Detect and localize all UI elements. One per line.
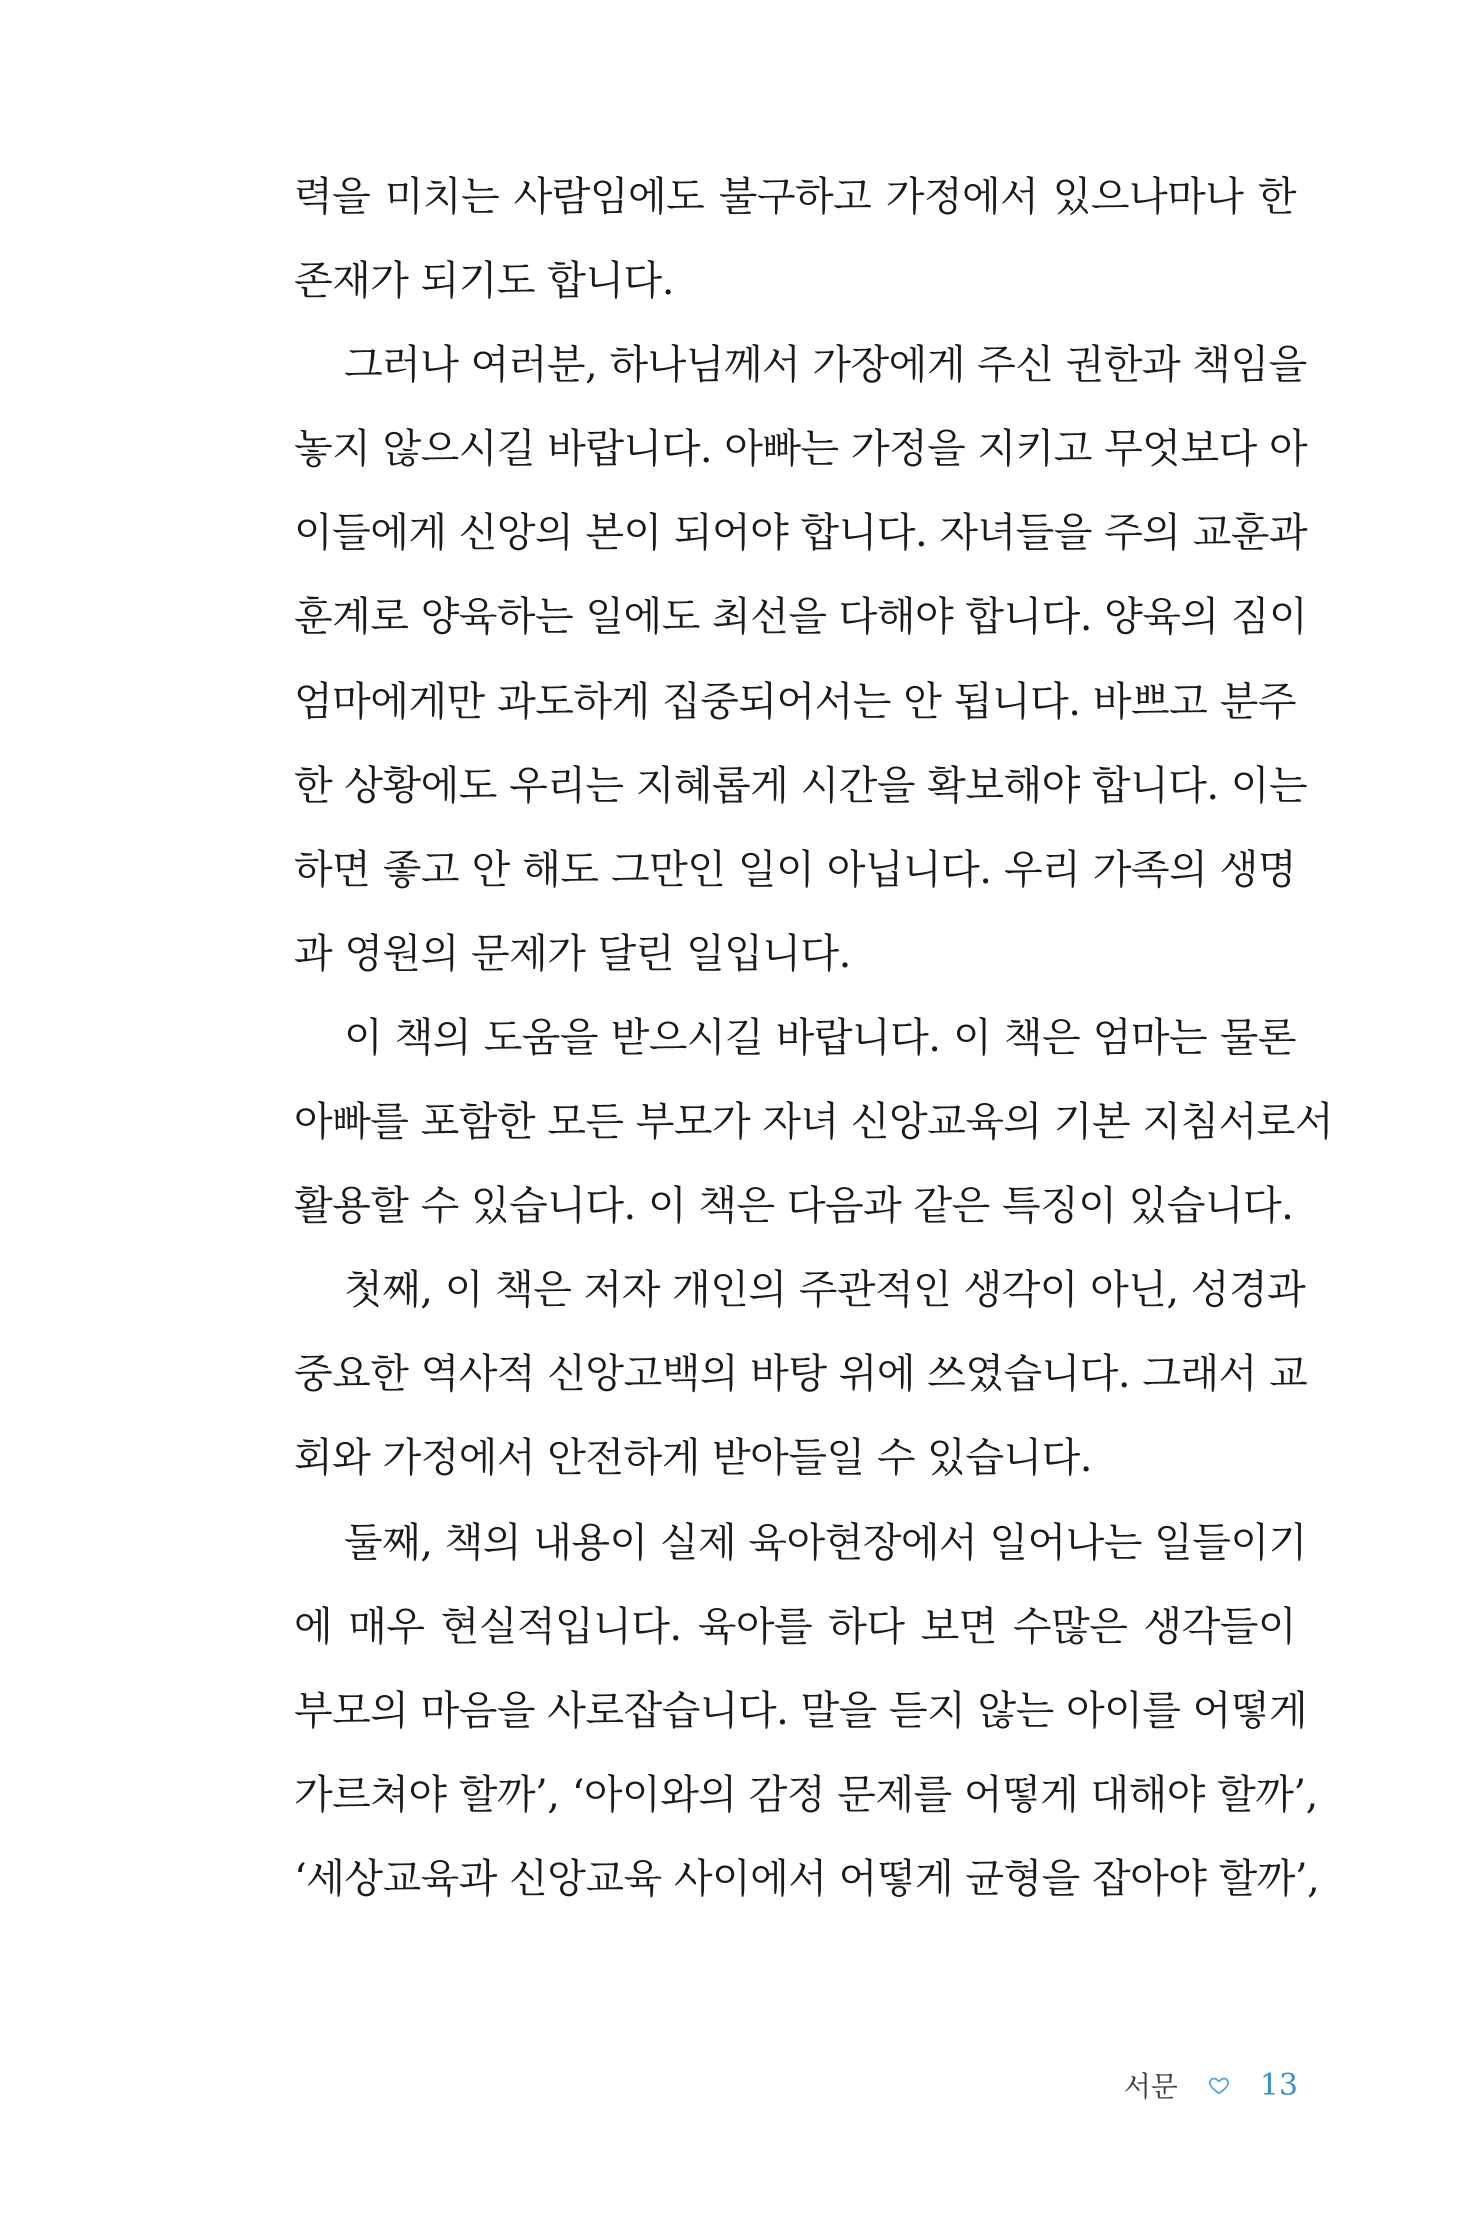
text-line: 활용할 수 있습니다. 이 책은 다음과 같은 특징이 있습니다. bbox=[294, 1183, 1294, 1230]
text-line: 력을 미치는 사람임에도 불구하고 가정에서 있으나마나 한 bbox=[294, 174, 1296, 220]
text-line: 이 책의 도움을 받으시길 바랍니다. 이 책은 엄마는 물론 bbox=[344, 1014, 1296, 1061]
text-line: 둘째, 책의 내용이 실제 육아현장에서 일어나는 일들이기 bbox=[344, 1519, 1307, 1566]
text-line: 가르쳐야 할까’, ‘아이와의 감정 문제를 어떻게 대해야 할까’, bbox=[294, 1771, 1318, 1818]
text-line: 첫째, 이 책은 저자 개인의 주관적인 생각이 아닌, 성경과 bbox=[344, 1267, 1306, 1314]
page-number: 13 bbox=[1259, 2067, 1298, 2103]
text-line: 에 매우 현실적입니다. 육아를 하다 보면 수많은 생각들이 bbox=[294, 1603, 1296, 1650]
text-line: 엄마에게만 과도하게 집중되어서는 안 됩니다. 바쁘고 분주 bbox=[294, 678, 1296, 725]
text-line: 회와 가정에서 안전하게 받아들일 수 있습니다. bbox=[294, 1435, 1092, 1482]
text-line: 중요한 역사적 신앙고백의 바탕 위에 쓰였습니다. 그래서 교 bbox=[294, 1351, 1308, 1398]
text-line: 놓지 않으시길 바랍니다. 아빠는 가정을 지키고 무엇보다 아 bbox=[294, 426, 1308, 473]
text-line: 존재가 되기도 합니다. bbox=[294, 258, 674, 305]
text-line: 한 상황에도 우리는 지혜롭게 시간을 확보해야 합니다. 이는 bbox=[294, 762, 1308, 809]
text-line: 부모의 마음을 사로잡습니다. 말을 듣지 않는 아이를 어떻게 bbox=[294, 1687, 1308, 1734]
text-line: 그러나 여러분, 하나님께서 가장에게 주신 권한과 책임을 bbox=[344, 342, 1307, 389]
body-text bbox=[294, 155, 1334, 1921]
text-line: 하면 좋고 안 해도 그만인 일이 아닙니다. 우리 가족의 생명 bbox=[294, 846, 1296, 893]
page-footer bbox=[1124, 2060, 1298, 2110]
heart-icon bbox=[1208, 2074, 1230, 2096]
section-title: 서문 bbox=[1123, 2070, 1178, 2103]
text-line: 훈계로 양육하는 일에도 최선을 다해야 합니다. 양육의 짐이 bbox=[294, 594, 1308, 641]
text-line: 이들에게 신앙의 본이 되어야 합니다. 자녀들을 주의 교훈과 bbox=[294, 510, 1308, 557]
text-line: ‘세상교육과 신앙교육 사이에서 어떻게 균형을 잡아야 할까’, bbox=[294, 1855, 1320, 1902]
text-line: 아빠를 포함한 모든 부모가 자녀 신앙교육의 기본 지침서로서 bbox=[294, 1099, 1334, 1146]
text-line: 과 영원의 문제가 달린 일입니다. bbox=[294, 930, 851, 977]
